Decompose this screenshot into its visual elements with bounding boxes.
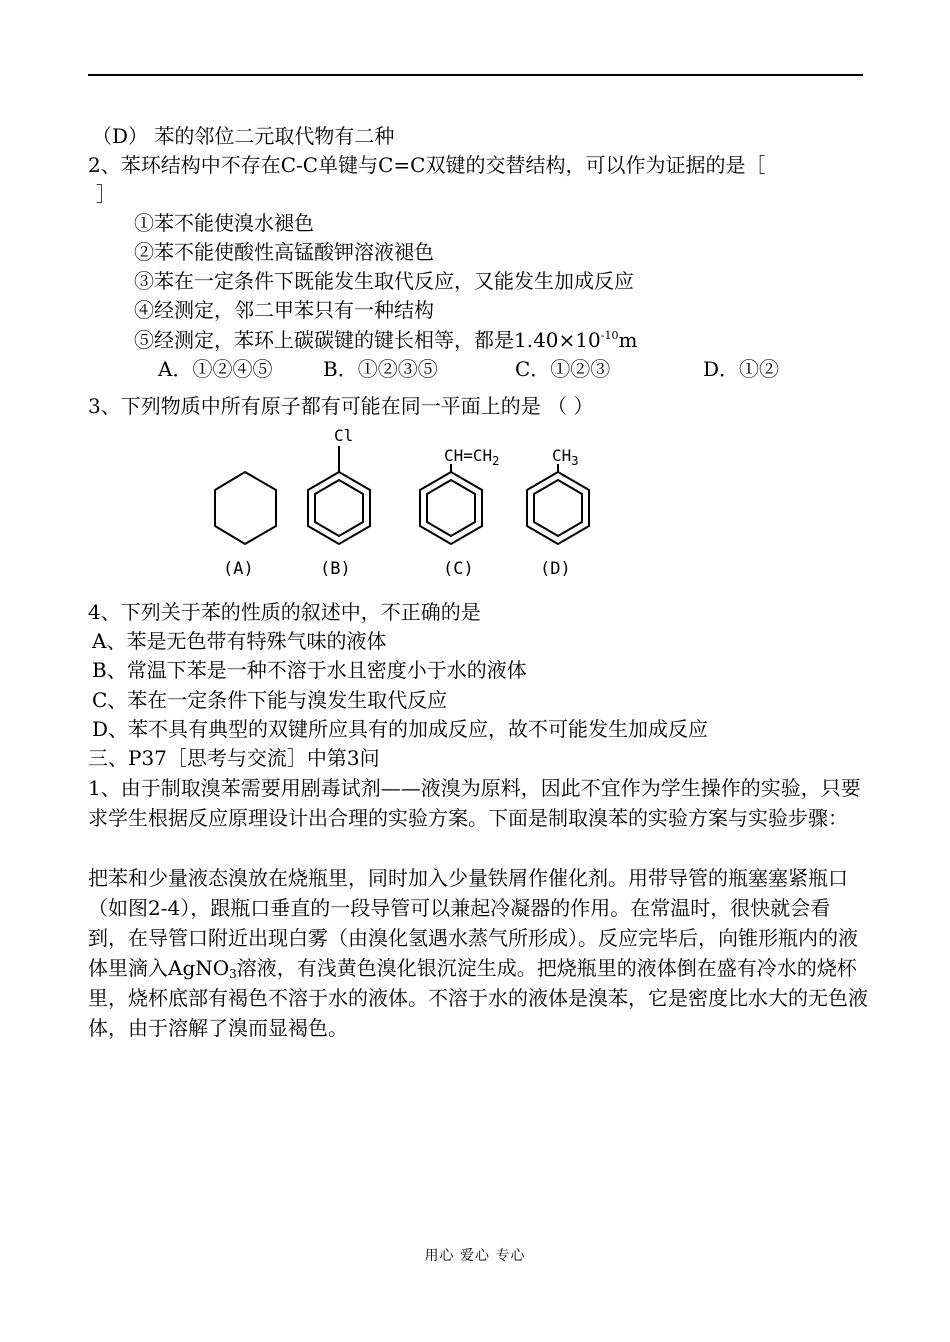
- q4-option-d: D、苯不具有典型的双键所应具有的加成反应，故不可能发生加成反应: [92, 717, 709, 741]
- structure-b-chlorobenzene: [308, 426, 370, 544]
- q2-item-5-exponent: -10: [600, 329, 619, 342]
- substituent-d-label: [552, 446, 579, 468]
- q2-choice-b: B．①②③⑤: [323, 357, 438, 381]
- q3-structures-figure: [200, 426, 620, 586]
- structure-d-toluene: [527, 446, 589, 544]
- q2-item-1: ①苯不能使溴水褪色: [134, 211, 314, 235]
- header-rule: [88, 74, 863, 76]
- paragraph-1: 1、由于制取溴苯需要用剧毒试剂——液溴为原料，因此不宜作为学生操作的实验，只要求学生根据反应原理设计出合理的实验方案。下面是制取溴苯的实验方案与实验步骤：: [88, 776, 861, 830]
- q2-choice-a: A．①②④⑤: [158, 357, 273, 381]
- label-a: (A): [223, 559, 254, 579]
- page-footer: 用心 爱心 专心: [424, 1248, 526, 1264]
- q4-option-b: B、常温下苯是一种不溶于水且密度小于水的液体: [92, 658, 527, 682]
- q4-stem: 4、下列关于苯的性质的叙述中，不正确的是: [88, 600, 481, 624]
- q2-item-5-text: ⑤经测定，苯环上碳碳键的键长相等，都是1.40×10: [134, 328, 601, 352]
- q2-item-5: [134, 326, 637, 354]
- substituent-d-subscript: 3: [571, 454, 579, 468]
- q4-option-c: C、苯在一定条件下能与溴发生取代反应: [92, 688, 448, 712]
- q2-item-2: ②苯不能使酸性高锰酸钾溶液褪色: [134, 240, 434, 264]
- substituent-c-label: [444, 446, 499, 468]
- paragraph-2-part-1: 把苯和少量液态溴放在烧瓶里，同时加入少量铁屑作催化剂。用带导管的瓶塞塞紧瓶口（如图2-4），跟瓶口垂直的一段导管可以兼起冷凝器的作用。在常温时，很快就会看到，在导管口附近出现白雾（由溴化氢遇水蒸气所形成）。反应完毕后，向锥形瓶内的液体里滴入AgNO: [88, 866, 858, 980]
- label-c: (C): [443, 559, 474, 579]
- q2-item-3: ③苯在一定条件下既能发生取代反应，又能发生加成反应: [134, 269, 634, 293]
- label-b: (B): [320, 559, 351, 579]
- paragraph-2-part-2: 溶液，有浅黄色溴化银沉淀生成。把烧瓶里的液体倒在盛有冷水的烧杯里，烧杯底部有褐色不溶于水的液体。不溶于水的液体是溴苯，它是密度比水大的无色液体，由于溶解了溴而显褐色。: [88, 956, 868, 1040]
- substituent-c-text: CH=CH: [444, 446, 493, 465]
- q2-choice-c: C．①②③: [515, 357, 611, 381]
- section-3-heading: 三、P37［思考与交流］中第3问: [88, 746, 380, 770]
- substituent-b-label: Cl: [334, 426, 354, 445]
- q2-stem: 2、苯环结构中不存在C-C单键与C=C双键的交替结构，可以作为证据的是［: [88, 153, 766, 177]
- substituent-c-subscript: 2: [492, 454, 500, 468]
- structure-c-styrene: [420, 446, 499, 544]
- q2-item-5-unit: m: [618, 328, 638, 352]
- q4-option-a: A、苯是无色带有特殊气味的液体: [92, 629, 387, 653]
- q2-choice-d: D．①②: [703, 357, 780, 381]
- q3-stem: 3、下列物质中所有原子都有可能在同一平面上的是 （ ）: [88, 394, 594, 418]
- q2-item-4: ④经测定，邻二甲苯只有一种结构: [134, 298, 434, 322]
- q2-stem-bracket: ］: [96, 182, 116, 206]
- q1-option-d: （D） 苯的邻位二元取代物有二种: [92, 124, 395, 148]
- paragraph-2: [88, 863, 868, 1043]
- paragraph-2-subscript: 3: [229, 967, 237, 981]
- substituent-d-text: CH: [552, 446, 572, 465]
- structure-a-cyclohexane: [215, 472, 276, 544]
- label-d: (D): [540, 559, 571, 579]
